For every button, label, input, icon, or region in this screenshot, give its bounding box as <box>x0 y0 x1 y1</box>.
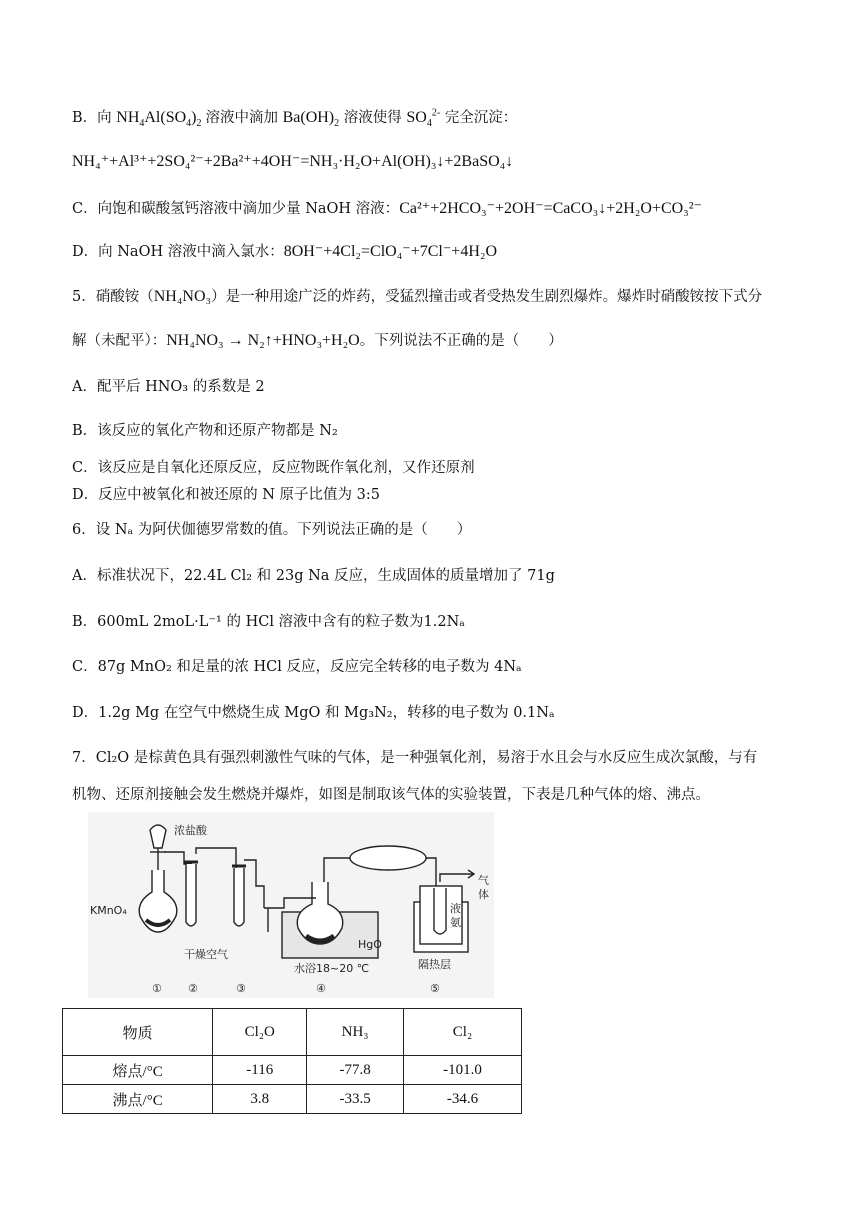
number-4: ④ <box>316 982 326 995</box>
table-header-cell: 物质 <box>63 1009 213 1056</box>
q4-option-d: D．向 NaOH 溶液中滴入氯水：8OH⁻+4Cl₂=ClO₄⁻+7Cl⁻+4H₂O <box>72 243 498 260</box>
label-bath: 水浴18~20 ℃ <box>294 962 370 975</box>
table-cell: -101.0 <box>403 1056 521 1085</box>
number-3: ③ <box>236 982 246 995</box>
q6-stem: 6．设 Nₐ 为阿伏伽德罗常数的值。下列说法正确的是（ ） <box>72 522 472 538</box>
q6-option-c: C．87g MnO₂ 和足量的浓 HCl 反应，反应完全转移的电子数为 4Nₐ <box>72 659 522 675</box>
q6-option-d: D．1.2g Mg 在空气中燃烧生成 MgO 和 Mg₃N₂，转移的电子数为 0.1Nₐ <box>72 705 555 721</box>
q5-stem-line2: 解（未配平）：NH₄NO₃ → N₂↑+HNO₃+H₂O。下列说法不正确的是（ ） <box>72 332 563 349</box>
table-row <box>63 1085 522 1114</box>
q5-option-c: C．该反应是自氧化还原反应，反应物既作氧化剂，又作还原剂 <box>72 460 475 476</box>
number-2: ② <box>188 982 198 995</box>
q5-option-b: B．该反应的氧化产物和还原产物都是 N₂ <box>72 423 338 439</box>
table-cell: -33.5 <box>307 1085 404 1114</box>
q6-option-a: A．标准状况下，22.4L Cl₂ 和 23g Na 反应，生成固体的质量增加了 71g <box>72 568 555 584</box>
q6-option-b: B．600mL 2moL·L⁻¹ 的 HCl 溶液中含有的粒子数为1.2Nₐ <box>72 614 465 630</box>
number-5: ⑤ <box>430 982 440 995</box>
table-cell: -116 <box>213 1056 307 1085</box>
table-header-cell: NH₃ <box>307 1009 404 1056</box>
label-gas-2: 体 <box>478 888 489 901</box>
table-cell: 沸点/°C <box>63 1085 213 1114</box>
table-cell: 3.8 <box>213 1085 307 1114</box>
q7-stem-line2: 机物、还原剂接触会发生燃烧并爆炸，如图是制取该气体的实验装置，下表是几种气体的熔、沸点。 <box>72 787 710 803</box>
q4-option-c: C．向饱和碳酸氢钙溶液中滴加少量 NaOH 溶液：Ca²⁺+2HCO₃⁻+2OH⁻=CaCO₃↓+2H₂O+CO₃²⁻ <box>72 200 702 217</box>
table-cell: -34.6 <box>403 1085 521 1114</box>
apparatus-figure <box>88 812 494 998</box>
table-header-cell: Cl₂ <box>403 1009 521 1056</box>
q5-option-d: D．反应中被氧化和被还原的 N 原子比值为 3:5 <box>72 487 380 503</box>
table-header-row <box>63 1009 522 1056</box>
label-kmno4: KMnO₄ <box>90 904 127 917</box>
q5-stem-line1: 5．硝酸铵（NH₄NO₃）是一种用途广泛的炸药，受猛烈撞击或者受热发生剧烈爆炸。爆炸时硝酸铵按下式分 <box>72 288 763 305</box>
table-cell: 熔点/°C <box>63 1056 213 1085</box>
table-row <box>63 1056 522 1085</box>
label-hcl: 浓盐酸 <box>174 824 207 837</box>
q7-stem-line1: 7．Cl₂O 是棕黄色具有强烈刺激性气味的气体，是一种强氧化剂，易溶于水且会与水反应生成次氯酸，与有 <box>72 750 758 766</box>
number-1: ① <box>152 982 162 995</box>
q4-option-b-equation: NH₄⁺+Al³⁺+2SO₄²⁻+2Ba²⁺+4OH⁻=NH₃·H₂O+Al(OH)₃↓+2BaSO₄↓ <box>72 153 514 170</box>
label-insulation: 隔热层 <box>418 958 451 971</box>
q5-option-a: A．配平后 HNO₃ 的系数是 2 <box>72 379 265 395</box>
label-gas-1: 气 <box>478 874 489 887</box>
label-liquid-1: 液 <box>450 902 461 915</box>
label-dry-air: 干燥空气 <box>184 948 228 961</box>
table-header-cell: Cl₂O <box>213 1009 307 1056</box>
label-liquid-2: 氨 <box>450 916 461 929</box>
label-hgo: HgO <box>358 938 382 951</box>
q4-option-b-line1: B．向 $NH_4Al(SO_4)_2$ 溶液中滴加 $Ba(OH)_2$ 溶液使得 $SO_4^{2-}$ 完全沉淀： <box>72 107 518 130</box>
properties-table <box>62 1008 522 1114</box>
table-cell: -77.8 <box>307 1056 404 1085</box>
